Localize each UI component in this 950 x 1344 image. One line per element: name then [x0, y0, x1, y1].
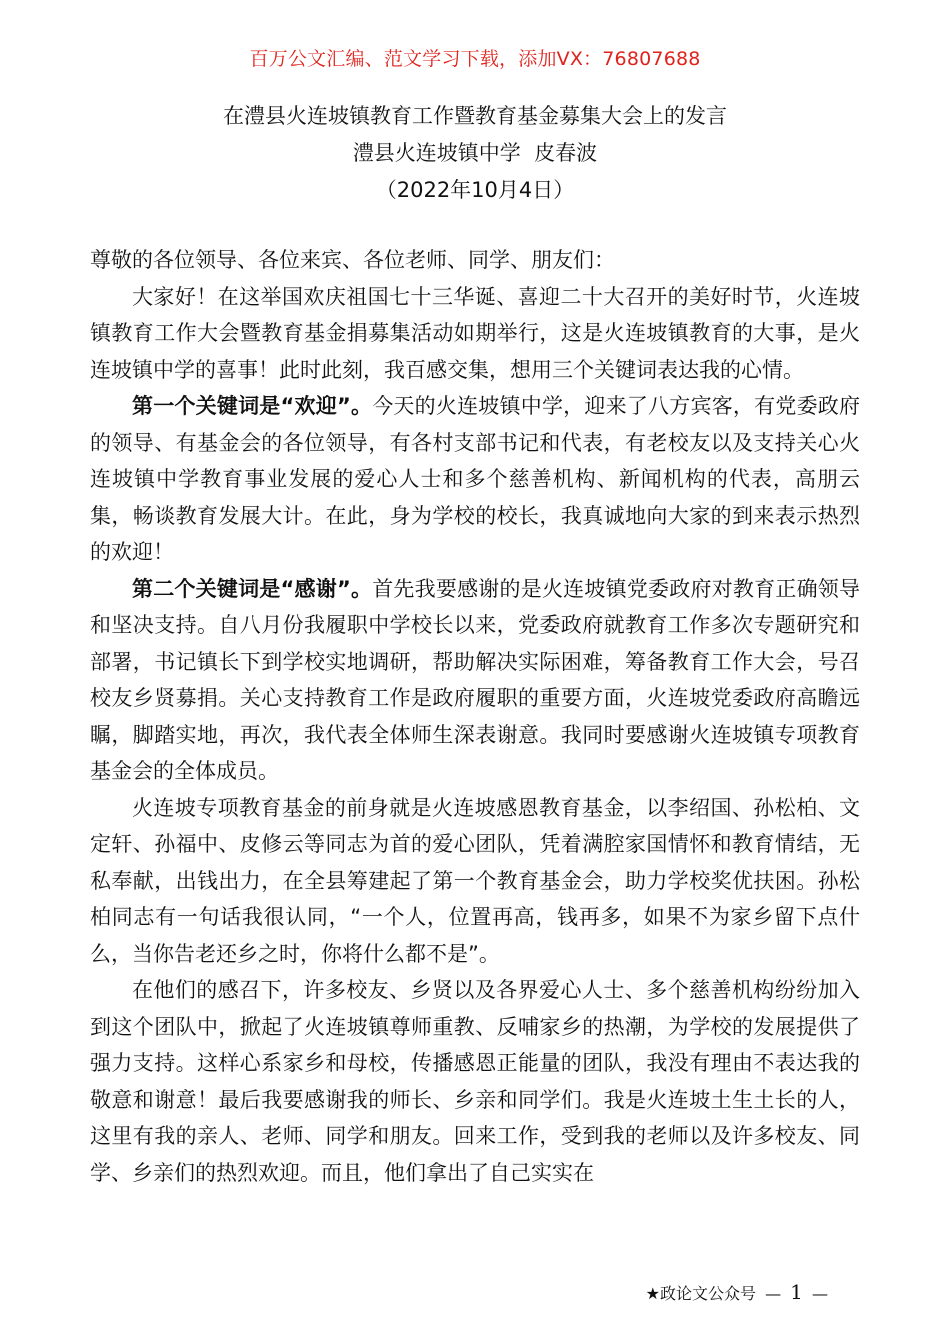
document-body [90, 242, 860, 1191]
paragraph-lead: 第一个关键词是“欢迎”。 [132, 394, 373, 418]
salutation: 尊敬的各位领导、各位来宾、各位老师、同学、朋友们： [90, 248, 615, 272]
footer-source: ★政论文公众号 [645, 1284, 756, 1303]
page-footer [646, 1280, 832, 1306]
header-ad-text: 百万公文汇编、范文学习下载，添加VX：76807688 [249, 48, 701, 70]
page-number: 1 [790, 1280, 803, 1304]
paragraph [90, 279, 860, 389]
footer-dash-left: — [765, 1284, 782, 1303]
paragraph [90, 972, 860, 1191]
title-block [0, 98, 950, 209]
paragraph-text: 今天的火连坡镇中学，迎来了八方宾客，有党委政府的领导、有基金会的各位领导，有各村支部书记和代表，有老校友以及支持关心火连坡镇中学教育事业发展的爱心人士和多个慈善机构、新闻机构的代表，高朋云集，畅谈教育发展大计。在此，身为学校的校长，我真诚地向大家的到来表示热烈的欢迎！ [90, 394, 860, 564]
paragraph-text: 在他们的感召下，许多校友、乡贤以及各界爱心人士、多个慈善机构纷纷加入到这个团队中，掀起了火连坡镇尊师重教、反哺家乡的热潮，为学校的发展提供了强力支持。这样心系家乡和母校，传播感恩正能量的团队，我没有理由不表达我的敬意和谢意！最后我要感谢我的师长、乡亲和同学们。我是火连坡土生土长的人，这里有我的亲人、老师、同学和朋友。回来工作，受到我的老师以及许多校友、同学、乡亲们的热烈欢迎。而且，他们拿出了自己实实在 [90, 978, 860, 1185]
document-author: 澧县火连坡镇中学 皮春波 [352, 141, 598, 165]
paragraph-text: 首先我要感谢的是火连坡镇党委政府对教育正确领导和坚决支持。自八月份我履职中学校长以来，党委政府就教育工作多次专题研究和部署，书记镇长下到学校实地调研，帮助解决实际困难，筹备教育工作大会，号召校友乡贤募捐。关心支持教育工作是政府履职的重要方面，火连坡党委政府高瞻远瞩，脚踏实地，再次，我代表全体师生深表谢意。我同时要感谢火连坡镇专项教育基金会的全体成员。 [90, 576, 860, 783]
paragraph-text: 大家好！在这举国欢庆祖国七十三华诞、喜迎二十大召开的美好时节，火连坡镇教育工作大会暨教育基金捐募集活动如期举行，这是火连坡镇教育的大事，是火连坡镇中学的喜事！此时此刻，我百感交集，想用三个关键词表达我的心情。 [90, 284, 860, 382]
paragraph-lead: 第二个关键词是“感谢”。 [132, 576, 373, 601]
paragraph [90, 571, 860, 790]
paragraph [90, 790, 860, 973]
footer-dash-right: — [812, 1284, 828, 1303]
paragraph-text: 火连坡专项教育基金的前身就是火连坡感恩教育基金，以李绍国、孙松柏、文定轩、孙福中、皮修云等同志为首的爱心团队，凭着满腔家国情怀和教育情结，无私奉献，出钱出力，在全县筹建起了第一个教育基金会，助力学校奖优扶困。孙松柏同志有一句话我很认同，“一个人，位置再高，钱再多，如果不为家乡留下点什么，当你告老还乡之时，你将什么都不是”。 [90, 795, 860, 966]
paragraph [90, 388, 860, 571]
document-title: 在澧县火连坡镇教育工作暨教育基金募集大会上的发言 [223, 104, 727, 128]
document-date: （2022年10月4日） [375, 178, 575, 202]
